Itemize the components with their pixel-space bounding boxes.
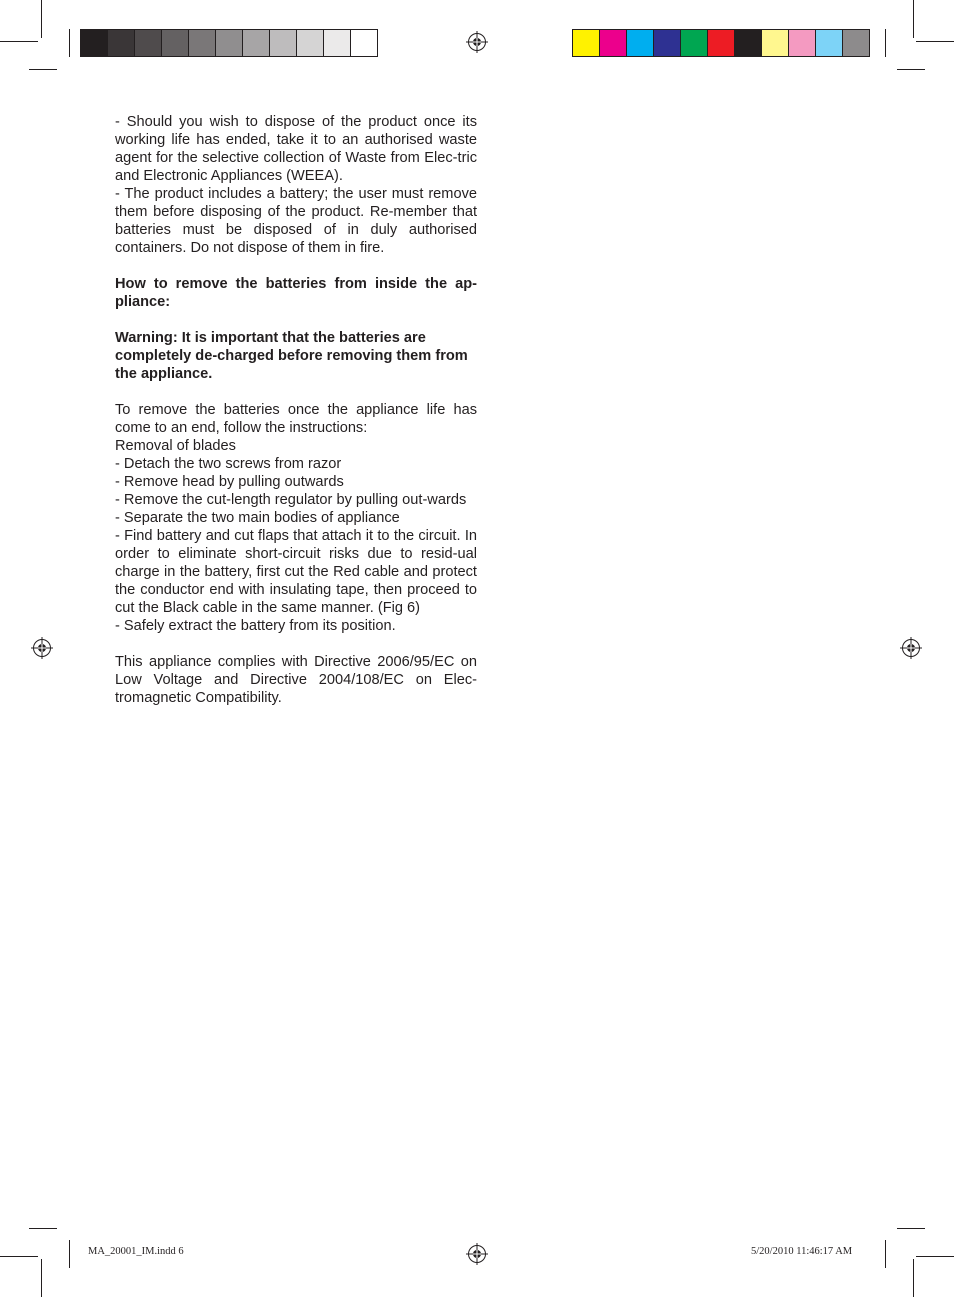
crop-mark: [897, 1228, 925, 1229]
color-swatch: [654, 30, 681, 56]
crop-mark: [897, 69, 925, 70]
step-separate-bodies: - Separate the two main bodies of appliance: [115, 510, 400, 526]
process-color-bar: [572, 29, 870, 57]
crop-mark: [885, 29, 886, 57]
crop-mark: [913, 0, 914, 38]
crop-mark: [913, 1259, 914, 1297]
gray-swatch: [216, 30, 243, 56]
battery-disposal-paragraph: - The product includes a battery; the user must remove them before disposing of the product. Re-member that batteries must be disposed of in duly authorised containers. Do not dispose of them in fire.: [115, 186, 477, 256]
gray-swatch: [351, 30, 377, 56]
color-swatch: [708, 30, 735, 56]
color-swatch: [762, 30, 789, 56]
compliance-paragraph: This appliance complies with Directive 2006/95/EC on Low Voltage and Directive 2004/108/EC on Elec-tromagnetic Compatibility.: [115, 654, 477, 706]
color-swatch: [816, 30, 843, 56]
registration-mark-icon: [466, 31, 488, 53]
gray-swatch: [135, 30, 162, 56]
crop-mark: [69, 1240, 70, 1268]
grayscale-color-bar: [80, 29, 378, 57]
instructions-intro: To remove the batteries once the appliance life has come to an end, follow the instructions:: [115, 402, 477, 436]
crop-mark: [69, 29, 70, 57]
step-cut-battery-cables: - Find battery and cut flaps that attach it to the circuit. In order to eliminate short-circuit risks due to resid-ual charge in the battery, first cut the Red cable and protect the conductor end with insulating tape, then proceed to cut the Black cable in the same manner. (Fig 6): [115, 528, 477, 616]
crop-mark: [41, 0, 42, 38]
disposal-paragraph: - Should you wish to dispose of the product once its working life has ended, take it to an authorised waste agent for the selective collection of Waste from Elec-tric and Electronic Appliances (WEEA).: [115, 114, 477, 184]
color-swatch: [600, 30, 627, 56]
color-swatch: [627, 30, 654, 56]
gray-swatch: [81, 30, 108, 56]
battery-removal-heading: How to remove the batteries from inside the ap-pliance:: [115, 276, 477, 310]
step-detach-screws: - Detach the two screws from razor: [115, 456, 342, 472]
warning-paragraph: Warning: It is important that the batteries are completely de-charged before removing them from the appliance.: [115, 330, 468, 382]
gray-swatch: [324, 30, 351, 56]
slug-filename: MA_20001_IM.indd 6: [88, 1246, 184, 1257]
gray-swatch: [189, 30, 216, 56]
text-column: [115, 113, 477, 707]
step-extract-battery: - Safely extract the battery from its position.: [115, 618, 396, 634]
color-swatch: [681, 30, 708, 56]
color-swatch: [735, 30, 762, 56]
color-swatch: [789, 30, 816, 56]
crop-mark: [29, 69, 57, 70]
gray-swatch: [243, 30, 270, 56]
gray-swatch: [297, 30, 324, 56]
gray-swatch: [108, 30, 135, 56]
gray-swatch: [270, 30, 297, 56]
crop-mark: [0, 41, 38, 42]
registration-mark-icon: [900, 637, 922, 659]
crop-mark: [0, 1256, 38, 1257]
step-removal-of-blades: Removal of blades: [115, 438, 236, 454]
crop-mark: [885, 1240, 886, 1268]
crop-mark: [41, 1259, 42, 1297]
step-remove-regulator: - Remove the cut-length regulator by pulling out-wards: [115, 492, 467, 508]
registration-mark-icon: [31, 637, 53, 659]
crop-mark: [29, 1228, 57, 1229]
crop-mark: [916, 41, 954, 42]
color-swatch: [843, 30, 869, 56]
step-remove-head: - Remove head by pulling outwards: [115, 474, 344, 490]
crop-mark: [916, 1256, 954, 1257]
slug-timestamp: 5/20/2010 11:46:17 AM: [751, 1246, 853, 1257]
color-swatch: [573, 30, 600, 56]
registration-mark-icon: [466, 1243, 488, 1265]
gray-swatch: [162, 30, 189, 56]
